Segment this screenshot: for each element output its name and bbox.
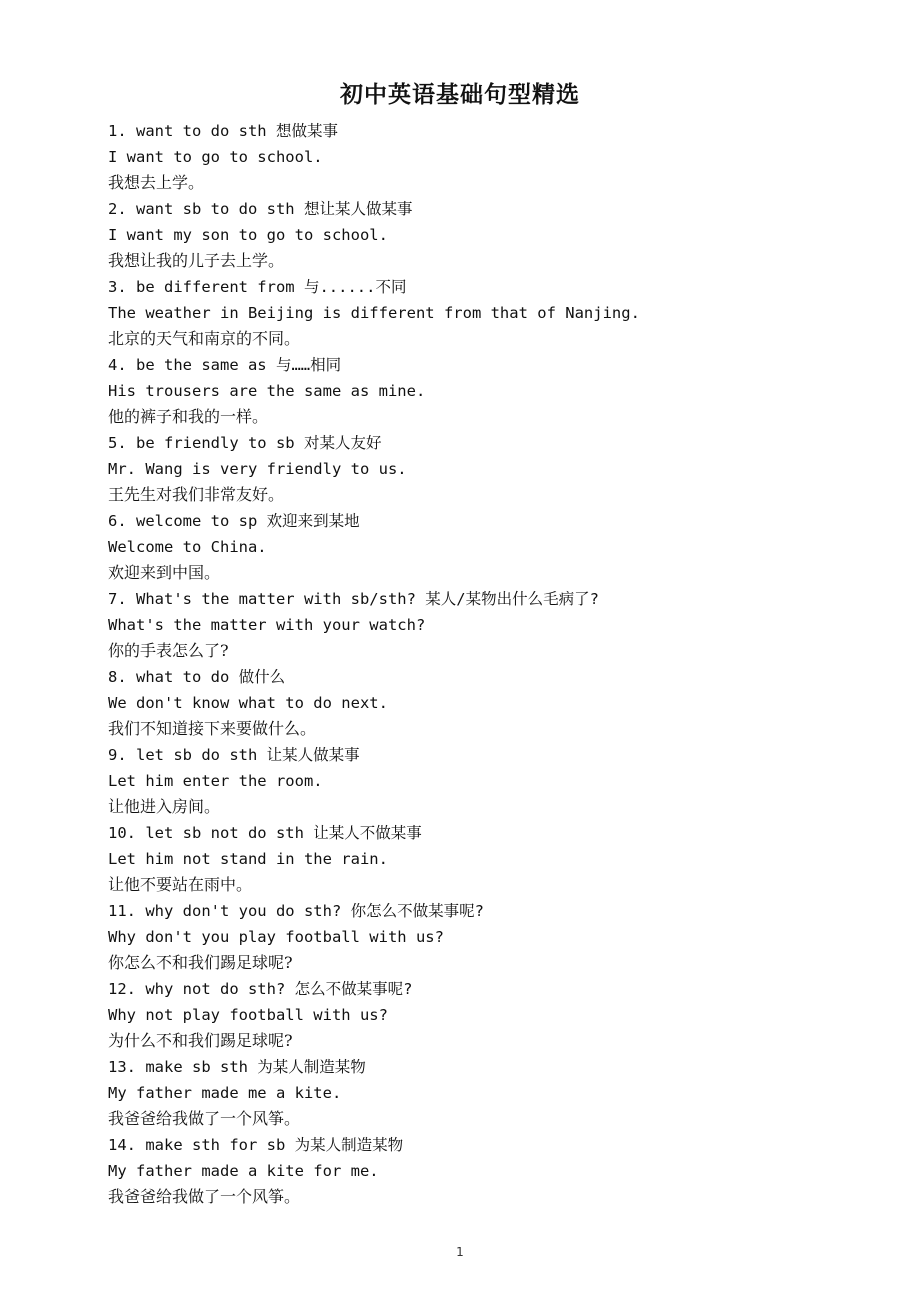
example-sentence: Why not play football with us? xyxy=(108,1006,388,1024)
pattern-heading: 10. let sb not do sth 让某人不做某事 xyxy=(108,824,422,842)
pattern-heading: 13. make sb sth 为某人制造某物 xyxy=(108,1058,366,1076)
pattern-entry xyxy=(108,352,898,430)
pattern-entry xyxy=(108,976,898,1054)
pattern-entry xyxy=(108,430,898,508)
pattern-entry xyxy=(108,586,898,664)
example-sentence: Let him enter the room. xyxy=(108,772,323,790)
example-sentence: His trousers are the same as mine. xyxy=(108,382,426,400)
example-sentence: What's the matter with your watch? xyxy=(108,616,426,634)
example-sentence: We don't know what to do next. xyxy=(108,694,388,712)
example-sentence: Mr. Wang is very friendly to us. xyxy=(108,460,407,478)
example-sentence: My father made me a kite. xyxy=(108,1084,342,1102)
pattern-entry xyxy=(108,898,898,976)
pattern-heading: 12. why not do sth? 怎么不做某事呢? xyxy=(108,980,413,998)
example-sentence: I want to go to school. xyxy=(108,148,323,166)
example-sentence: The weather in Beijing is different from that of Nanjing. xyxy=(108,304,640,322)
page-number: 1 xyxy=(456,1245,464,1259)
chinese-translation: 我们不知道接下来要做什么。 xyxy=(108,719,317,738)
chinese-translation: 北京的天气和南京的不同。 xyxy=(108,329,301,348)
pattern-heading: 8. what to do 做什么 xyxy=(108,668,286,686)
pattern-entry xyxy=(108,742,898,820)
pattern-entry xyxy=(108,820,898,898)
pattern-heading: 7. What's the matter with sb/sth? 某人/某物出什么毛病了? xyxy=(108,590,599,608)
pattern-heading: 11. why don't you do sth? 你怎么不做某事呢? xyxy=(108,902,484,920)
pattern-heading: 3. be different from 与......不同 xyxy=(108,278,407,296)
chinese-translation: 我想去上学。 xyxy=(108,173,205,192)
pattern-heading: 9. let sb do sth 让某人做某事 xyxy=(108,746,360,764)
chinese-translation: 你的手表怎么了? xyxy=(108,641,229,660)
document-title: 初中英语基础句型精选 xyxy=(340,82,580,108)
example-sentence: I want my son to go to school. xyxy=(108,226,388,244)
example-sentence: Let him not stand in the rain. xyxy=(108,850,388,868)
chinese-translation: 你怎么不和我们踢足球呢? xyxy=(108,953,293,972)
pattern-entry xyxy=(108,1054,898,1132)
pattern-entry xyxy=(108,274,898,352)
pattern-heading: 4. be the same as 与……相同 xyxy=(108,356,342,374)
pattern-entry xyxy=(108,196,898,274)
chinese-translation: 为什么不和我们踢足球呢? xyxy=(108,1031,293,1050)
chinese-translation: 让他进入房间。 xyxy=(108,797,221,816)
chinese-translation: 我爸爸给我做了一个风筝。 xyxy=(108,1187,301,1206)
pattern-entry xyxy=(108,664,898,742)
example-sentence: My father made a kite for me. xyxy=(108,1162,379,1180)
pattern-heading: 5. be friendly to sb 对某人友好 xyxy=(108,434,382,452)
pattern-entry xyxy=(108,1132,898,1210)
chinese-translation: 让他不要站在雨中。 xyxy=(108,875,253,894)
chinese-translation: 我爸爸给我做了一个风筝。 xyxy=(108,1109,301,1128)
chinese-translation: 王先生对我们非常友好。 xyxy=(108,485,285,504)
example-sentence: Welcome to China. xyxy=(108,538,267,556)
pattern-entry xyxy=(108,508,898,586)
sentence-pattern-list xyxy=(108,118,898,1210)
pattern-entry xyxy=(108,118,898,196)
pattern-heading: 14. make sth for sb 为某人制造某物 xyxy=(108,1136,404,1154)
chinese-translation: 欢迎来到中国。 xyxy=(108,563,221,582)
pattern-heading: 1. want to do sth 想做某事 xyxy=(108,122,338,140)
example-sentence: Why don't you play football with us? xyxy=(108,928,444,946)
chinese-translation: 他的裤子和我的一样。 xyxy=(108,407,269,426)
pattern-heading: 6. welcome to sp 欢迎来到某地 xyxy=(108,512,360,530)
chinese-translation: 我想让我的儿子去上学。 xyxy=(108,251,285,270)
pattern-heading: 2. want sb to do sth 想让某人做某事 xyxy=(108,200,413,218)
